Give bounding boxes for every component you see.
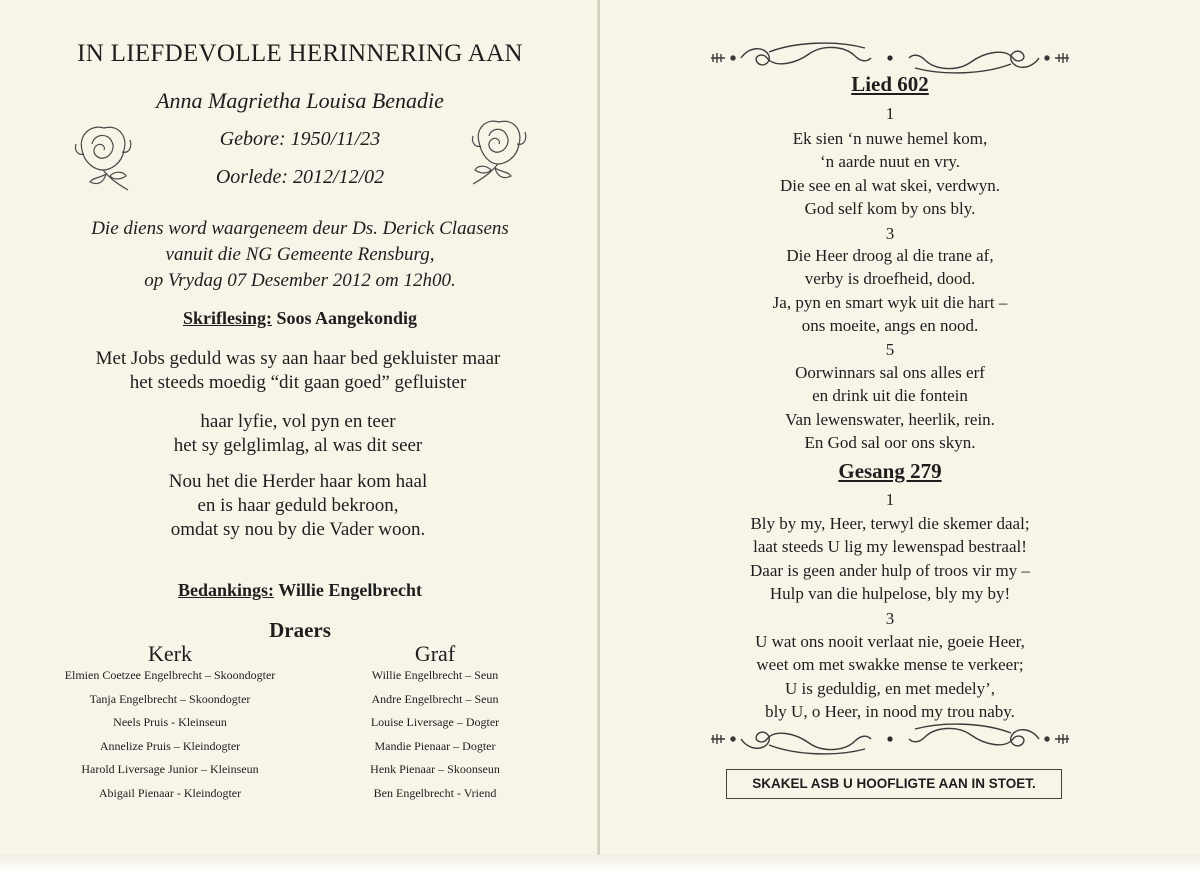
grave-bearers-list [330,664,540,806]
list-item: Elmien Coetzee Engelbrecht – Skoondogter [64,668,276,682]
verse-line: verby is droefheid, dood. [804,269,976,289]
verse-line: Van lewenswater, heerlik, rein. [785,409,995,429]
hymn-verse [690,127,1090,220]
verse-line: Daar is geen ander hulp of troos vir my – [750,560,1030,580]
bearers-title: Draers [269,618,331,642]
list-item: Harold Liversage Junior – Kleinseun [81,762,259,777]
list-item: Annelize Pruis – Kleindogter [99,738,241,753]
birth-date: Gebore: 1950/11/23 [219,128,381,150]
memorial-title: IN LIEFDEVOLLE HERINNERING AAN [77,40,523,67]
verse-number: 3 [885,224,895,243]
verse-line: bly U, o Heer, in nood my trou naby. [765,701,1015,721]
list-item: Willie Engelbrecht – Seun [371,668,499,682]
flourish-divider-icon [705,40,1075,76]
list-item: Henk Pienaar – Skoonseun [370,762,500,777]
poem-line: Met Jobs geduld was sy aan haar bed gekluister maar [95,348,501,369]
thanks-label: Bedankings: [177,580,275,600]
hymn-verse [690,361,1090,454]
verse-number: 1 [885,104,895,123]
verse-line: ons moeite, angs en nood. [801,315,979,335]
verse-line: En God sal oor ons skyn. [804,432,976,452]
acknowledgements [20,580,580,601]
verse-line: Ja, pyn en smart wyk uit die hart – [772,292,1008,312]
list-item: Mandie Pienaar – Dogter [374,738,496,753]
list-item: Neels Pruis - Kleinseun [113,715,227,730]
death-date: Oorlede: 2012/12/02 [215,166,385,188]
verse-line: God self kom by ons bly. [804,198,976,218]
verse-line: Die Heer droog al die trane af, [786,246,994,265]
church-bearers-list [20,664,320,806]
hymn-verse [690,244,1090,337]
church-heading: Kerk [148,641,192,666]
poem-line: haar lyfie, vol pyn en teer [200,411,396,432]
verse-line: Die see en al wat skei, verdwyn. [780,175,1000,195]
poem-line: Nou het die Herder haar kom haal [168,471,428,492]
verse-line: weet om met swakke mense te verkeer; [756,655,1024,675]
scan-edge [0,855,1200,873]
verse-line: ‘n aarde nuut en vry. [819,152,961,172]
verse-number: 3 [885,609,895,628]
list-item: Tanja Engelbrecht – Skoondogter [89,691,251,706]
verse-line: Bly by my, Heer, terwyl die skemer daal; [750,514,1030,533]
service-details [20,216,580,294]
flourish-divider-icon [705,721,1075,757]
verse-line: laat steeds U lig my lewenspad bestraal! [753,537,1027,557]
hymn-title [690,459,1090,484]
service-line: vanuit die NG Gemeente Rensburg, [165,244,435,265]
poem-stanza [20,470,576,542]
poem-line: en is haar geduld bekroon, [197,495,399,516]
rose-icon [70,120,138,192]
grave-heading: Graf [414,641,456,666]
headlights-notice: SKAKEL ASB U HOOFLIGTE AAN IN STOET. [726,769,1062,799]
list-item: Louise Liversage – Dogter [370,715,500,730]
list-item: Andre Engelbrecht – Seun [371,691,499,706]
verse-line: Oorwinnars sal ons alles erf [795,363,985,382]
service-line: op Vrydag 07 Desember 2012 om 12h00. [144,270,456,291]
hymn-title-text: Lied 602 [851,72,929,96]
poem-line: het sy gelglimlag, al was dit seer [173,435,423,456]
reading-value: Soos Aangekondig [271,308,418,328]
thanks-value: Willie Engelbrecht [274,580,423,600]
hymn-title-text: Gesang 279 [838,459,942,483]
rose-icon [465,114,533,186]
poem-stanza [20,347,576,395]
reading-label: Skriflesing: [182,308,272,328]
hymn-verse [690,630,1090,723]
verse-line: Hulp van die hulpelose, bly my by! [769,583,1011,603]
verse-number: 1 [885,490,895,509]
service-line: Die diens word waargeneem deur Ds. Derick Claasens [91,218,509,239]
verse-line: Ek sien ‘n nuwe hemel kom, [792,129,988,148]
list-item: Abigail Pienaar - Kleindogter [98,785,242,800]
poem-stanza [20,410,576,458]
verse-line: U is geduldig, en met medely’, [784,678,996,698]
scripture-reading [20,308,580,329]
hymn-verse [690,512,1090,605]
hymn-title [690,72,1090,97]
verse-number: 5 [885,340,895,359]
deceased-name: Anna Magrietha Louisa Benadie [156,88,444,113]
verse-line: U wat ons nooit verlaat nie, goeie Heer, [755,632,1025,651]
left-page [0,0,598,873]
poem-line: het steeds moedig “dit gaan goed” gefluister [129,372,467,393]
list-item: Ben Engelbrecht - Vriend [373,785,497,800]
poem-line: omdat sy nou by die Vader woon. [170,519,426,540]
verse-line: en drink uit die fontein [812,386,968,406]
